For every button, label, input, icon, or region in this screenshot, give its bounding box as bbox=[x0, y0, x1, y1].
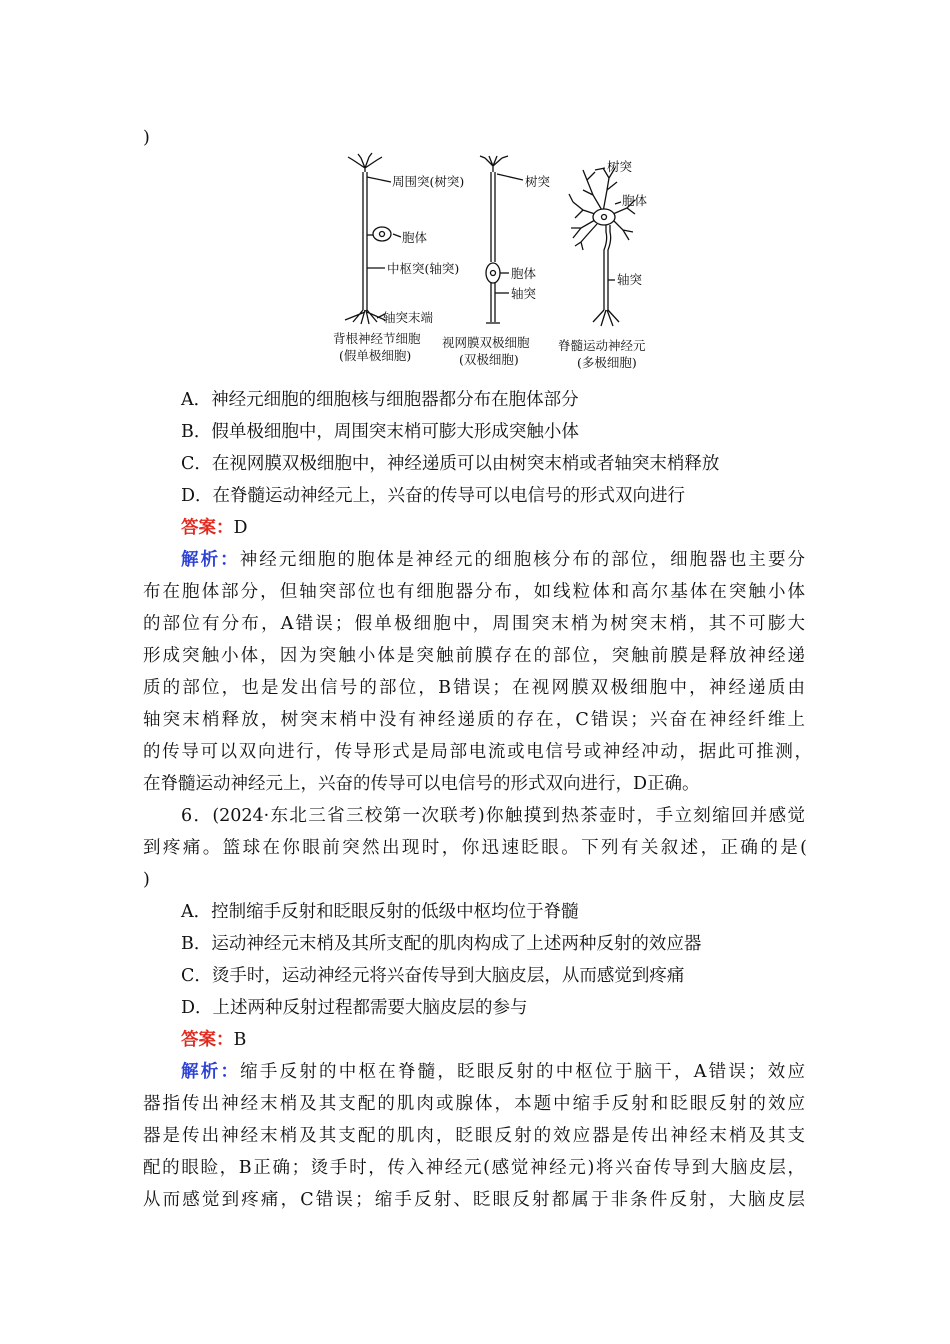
q5-analysis-line-7: 的传导可以双向进行，传导形式是局部电流或电信号或神经冲动，据此可推测， bbox=[143, 742, 812, 762]
q6-analysis-line-2: 器指传出神经末梢及其支配的肌肉或腺体，本题中缩手反射和眨眼反射的效应 bbox=[143, 1094, 805, 1114]
q5-analysis-line-5: 质的部位，也是发出信号的部位，B错误；在视网膜双极细胞中，神经递质由 bbox=[143, 678, 805, 698]
question-stem-fragment: ) bbox=[143, 128, 150, 148]
q6-option-c: C．烫手时，运动神经元将兴奋传导到大脑皮层，从而感觉到疼痛 bbox=[181, 966, 685, 986]
q5-option-d: D．在脊髓运动神经元上，兴奋的传导可以电信号的形式双向进行 bbox=[181, 486, 686, 506]
q5-analysis-line-8: 在脊髓运动神经元上，兴奋的传导可以电信号的形式双向进行，D正确。 bbox=[143, 774, 700, 794]
q5-analysis-line-1: 解析：神经元细胞的胞体是神经元的细胞核分布的部位，细胞器也主要分 bbox=[181, 550, 806, 570]
q5-analysis-label: 解析： bbox=[181, 550, 240, 570]
q6-answer bbox=[181, 1029, 246, 1051]
neuron-types-figure bbox=[325, 150, 665, 375]
q6-stem-line-2: 到疼痛。篮球在你眼前突然出现时，你迅速眨眼。下列有关叙述，正确的是( bbox=[143, 838, 807, 858]
multipolar-neuron-drawing bbox=[569, 168, 635, 326]
q5-analysis-line-6: 轴突末梢释放，树突末梢中没有神经递质的存在，C错误；兴奋在神经纤维上 bbox=[143, 710, 805, 730]
q6-answer-label: 答案： bbox=[181, 1030, 234, 1050]
q6-stem-line-3: ) bbox=[143, 870, 150, 890]
n1-caption: 背根神经节细胞 bbox=[333, 331, 421, 346]
q5-answer-label: 答案： bbox=[181, 518, 234, 538]
n1-caption-sub: (假单极细胞) bbox=[339, 348, 412, 363]
q5-answer-value: D bbox=[233, 518, 248, 538]
n3-caption-sub: (多极细胞) bbox=[577, 355, 637, 370]
q6-option-b: B．运动神经元末梢及其所支配的肌肉构成了上述两种反射的效应器 bbox=[181, 934, 702, 954]
n2-caption: 视网膜双极细胞 bbox=[442, 335, 530, 350]
pseudounipolar-neuron-drawing bbox=[345, 153, 391, 324]
n1-soma-label: 胞体 bbox=[402, 230, 428, 245]
n2-axon-label: 轴突 bbox=[511, 286, 537, 301]
bipolar-neuron-drawing bbox=[480, 156, 508, 323]
q6-analysis-line-4: 配的眼睑，B正确；烫手时，传入神经元(感觉神经元)将兴奋传导到大脑皮层， bbox=[143, 1158, 805, 1178]
n1-axon-label: 中枢突(轴突) bbox=[387, 261, 460, 276]
q5-analysis-line-2: 布在胞体部分，但轴突部位也有细胞器分布，如线粒体和高尔基体在突触小体 bbox=[143, 582, 805, 602]
q6-option-d: D．上述两种反射过程都需要大脑皮层的参与 bbox=[181, 998, 528, 1018]
q5-option-c: C．在视网膜双极细胞中，神经递质可以由树突末梢或者轴突末梢释放 bbox=[181, 454, 720, 474]
q6-analysis-line-5: 从而感觉到疼痛，C错误；缩手反射、眨眼反射都属于非条件反射，大脑皮层 bbox=[143, 1190, 805, 1210]
q5-option-a: A．神经元细胞的细胞核与细胞器都分布在胞体部分 bbox=[181, 390, 579, 410]
q6-analysis-line-3: 器是传出神经末梢及其支配的肌肉，眨眼反射的效应器是传出神经末梢及其支 bbox=[143, 1126, 805, 1146]
n2-soma-label: 胞体 bbox=[511, 266, 537, 281]
q6-analysis-label: 解析： bbox=[181, 1062, 241, 1082]
q6-stem-line-1: 6．(2024·东北三省三校第一次联考)你触摸到热茶壶时，手立刻缩回并感觉 bbox=[181, 806, 805, 826]
q5-option-b: B．假单极细胞中，周围突末梢可膨大形成突触小体 bbox=[181, 422, 579, 442]
q6-option-a: A．控制缩手反射和眨眼反射的低级中枢均位于脊髓 bbox=[181, 902, 579, 922]
q5-answer bbox=[181, 517, 248, 539]
n2-caption-sub: (双极细胞) bbox=[459, 352, 519, 367]
n1-dendrite-label: 周围突(树突) bbox=[392, 174, 465, 189]
n3-axon-label: 轴突 bbox=[617, 272, 643, 287]
q6-analysis-line-1: 解析：缩手反射的中枢在脊髓，眨眼反射的中枢位于脑干，A错误；效应 bbox=[181, 1062, 806, 1082]
q5-analysis-line-4: 形成突触小体，因为突触小体是突触前膜存在的部位，突触前膜是释放神经递 bbox=[143, 646, 805, 666]
q5-analysis-line-3: 的部位有分布，A错误；假单极细胞中，周围突末梢为树突末梢，其不可膨大 bbox=[143, 614, 805, 634]
n3-caption: 脊髓运动神经元 bbox=[558, 338, 646, 353]
q6-answer-value: B bbox=[233, 1030, 247, 1050]
n3-dendrite-label: 树突 bbox=[607, 159, 633, 174]
n1-terminal-label: 轴突末端 bbox=[383, 310, 434, 325]
n3-soma-label: 胞体 bbox=[622, 193, 648, 208]
n2-dendrite-label: 树突 bbox=[525, 174, 551, 189]
